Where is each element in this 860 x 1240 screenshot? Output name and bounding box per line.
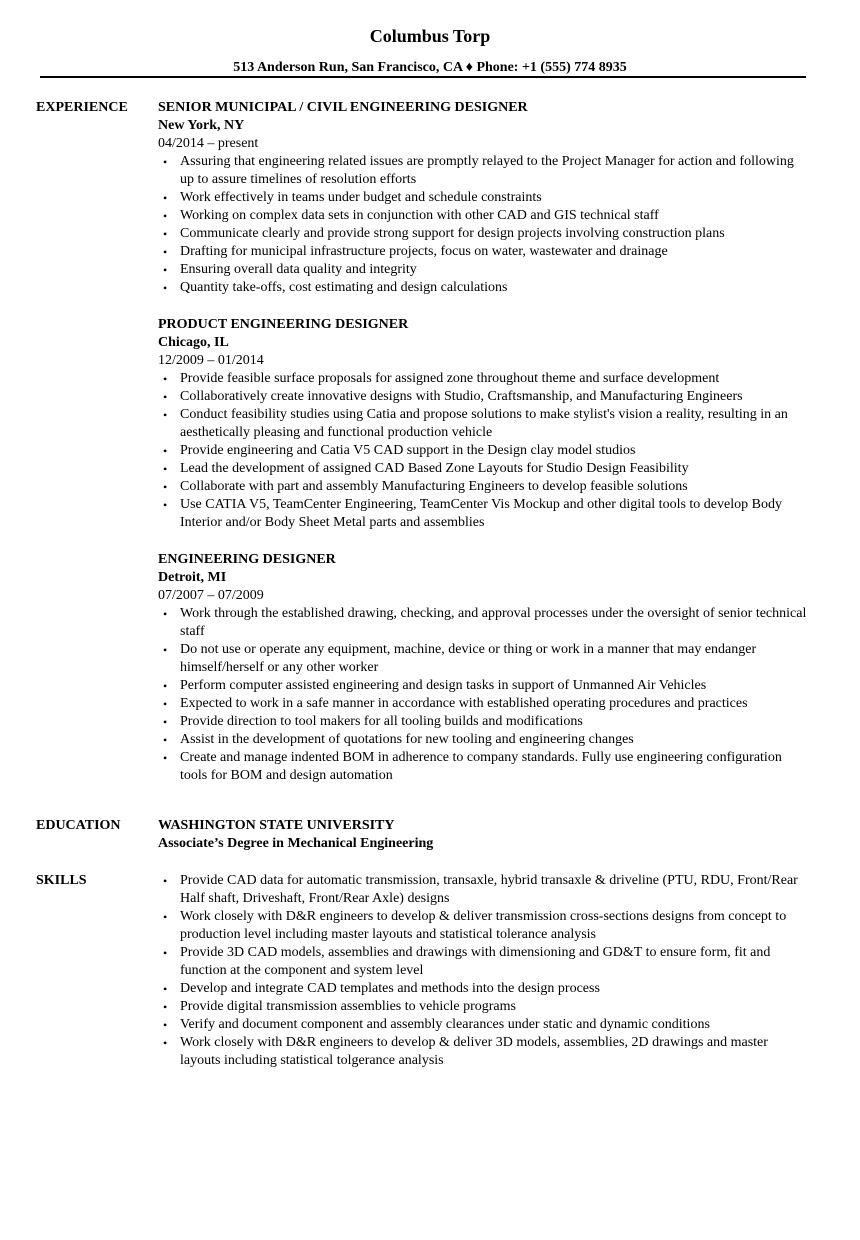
bullet-item: • Do not use or operate any equipment, machine, device or thing or work in a manner that may endanger himself/herself or any other worker <box>158 641 810 677</box>
bullet-item: • Drafting for municipal infrastructure projects, focus on water, wastewater and drainage <box>158 243 810 261</box>
bullet-item: • Provide 3D CAD models, assemblies and drawings with dimensioning and GD&T to ensure form, fit and function at the component and system level <box>158 944 810 980</box>
job-entry <box>158 551 810 785</box>
bullet-item: • Lead the development of assigned CAD Based Zone Layouts for Studio Design Feasibility <box>158 460 810 478</box>
section-label-skills: SKILLS <box>36 873 87 888</box>
bullet-item: • Quantity take-offs, cost estimating and design calculations <box>158 279 810 297</box>
bullet-item: • Provide feasible surface proposals for assigned zone throughout theme and surface development <box>158 370 810 388</box>
bullet-item: • Work closely with D&R engineers to develop & deliver 3D models, assemblies, 2D drawings and master layouts including statistical tolgerance analysis <box>158 1034 810 1070</box>
job-entry <box>158 316 810 532</box>
job-bullets <box>158 370 810 532</box>
bullet-item: • Verify and document component and assembly clearances under static and dynamic conditions <box>158 1016 810 1034</box>
bullet-item: • Develop and integrate CAD templates and methods into the design process <box>158 980 810 998</box>
job-location: Chicago, IL <box>158 335 229 350</box>
job-dates: 04/2014 – present <box>158 136 259 151</box>
bullet-item: • Expected to work in a safe manner in accordance with established operating procedures and practices <box>158 695 810 713</box>
job-location: Detroit, MI <box>158 570 227 585</box>
bullet-item: • Ensuring overall data quality and integrity <box>158 261 810 279</box>
job-bullets <box>158 605 810 785</box>
bullet-item: • Collaboratively create innovative designs with Studio, Craftsmanship, and Manufacturing Engineers <box>158 388 810 406</box>
bullet-item: • Provide engineering and Catia V5 CAD support in the Design clay model studios <box>158 442 810 460</box>
bullet-item: • Provide CAD data for automatic transmission, transaxle, hybrid transaxle & driveline (PTU, RDU, Front/Rear Half shaft, Driveshaft, Front/Rear Axle) designs <box>158 872 810 908</box>
bullet-item: • Work through the established drawing, checking, and approval processes under the oversight of senior technical staff <box>158 605 810 641</box>
bullet-item: • Assist in the development of quotations for new tooling and engineering changes <box>158 731 810 749</box>
job-dates: 07/2007 – 07/2009 <box>158 588 264 603</box>
bullet-item: • Assuring that engineering related issues are promptly relayed to the Project Manager for action and following up to assure timelines of resolution efforts <box>158 153 810 189</box>
header-divider <box>40 76 806 78</box>
job-title: SENIOR MUNICIPAL / CIVIL ENGINEERING DESIGNER <box>158 100 528 115</box>
skills-bullets <box>158 872 810 1070</box>
education-body <box>158 817 810 853</box>
bullet-item: • Perform computer assisted engineering and design tasks in support of Unmanned Air Vehicles <box>158 677 810 695</box>
bullet-item: • Provide digital transmission assemblies to vehicle programs <box>158 998 810 1016</box>
bullet-item: • Use CATIA V5, TeamCenter Engineering, TeamCenter Vis Mockup and other digital tools to develop Body Interior and/or Body Sheet Metal parts and assemblies <box>158 496 810 532</box>
degree-name: Associate’s Degree in Mechanical Engineering <box>158 836 434 851</box>
job-location: New York, NY <box>158 118 245 133</box>
bullet-item: • Provide direction to tool makers for all tooling builds and modifications <box>158 713 810 731</box>
bullet-item: • Create and manage indented BOM in adherence to company standards. Fully use engineering configuration tools for BOM and design automation <box>158 749 810 785</box>
skills-body <box>158 872 810 1070</box>
bullet-item: • Working on complex data sets in conjunction with other CAD and GIS technical staff <box>158 207 810 225</box>
bullet-item: • Work closely with D&R engineers to develop & deliver transmission cross-sections designs from concept to production level including master layouts and statistical tolerance analysis <box>158 908 810 944</box>
bullet-item: • Collaborate with part and assembly Manufacturing Engineers to develop feasible solutions <box>158 478 810 496</box>
job-title: PRODUCT ENGINEERING DESIGNER <box>158 317 409 332</box>
job-bullets <box>158 153 810 297</box>
job-title: ENGINEERING DESIGNER <box>158 552 336 567</box>
candidate-name: Columbus Torp <box>369 26 491 46</box>
bullet-item: • Communicate clearly and provide strong support for design projects involving construction plans <box>158 225 810 243</box>
bullet-item: • Conduct feasibility studies using Catia and propose solutions to make stylist's vision a reality, resulting in an aesthetically pleasing and functional production vehicle <box>158 406 810 442</box>
job-entry <box>158 99 810 297</box>
section-label-education: EDUCATION <box>36 818 121 833</box>
contact-line: 513 Anderson Run, San Francisco, CA ♦ Phone: +1 (555) 774 8935 <box>233 60 627 75</box>
school-name: WASHINGTON STATE UNIVERSITY <box>158 818 395 833</box>
section-label-experience: EXPERIENCE <box>36 100 128 115</box>
experience-body <box>158 99 810 804</box>
bullet-item: • Work effectively in teams under budget and schedule constraints <box>158 189 810 207</box>
job-dates: 12/2009 – 01/2014 <box>158 353 264 368</box>
